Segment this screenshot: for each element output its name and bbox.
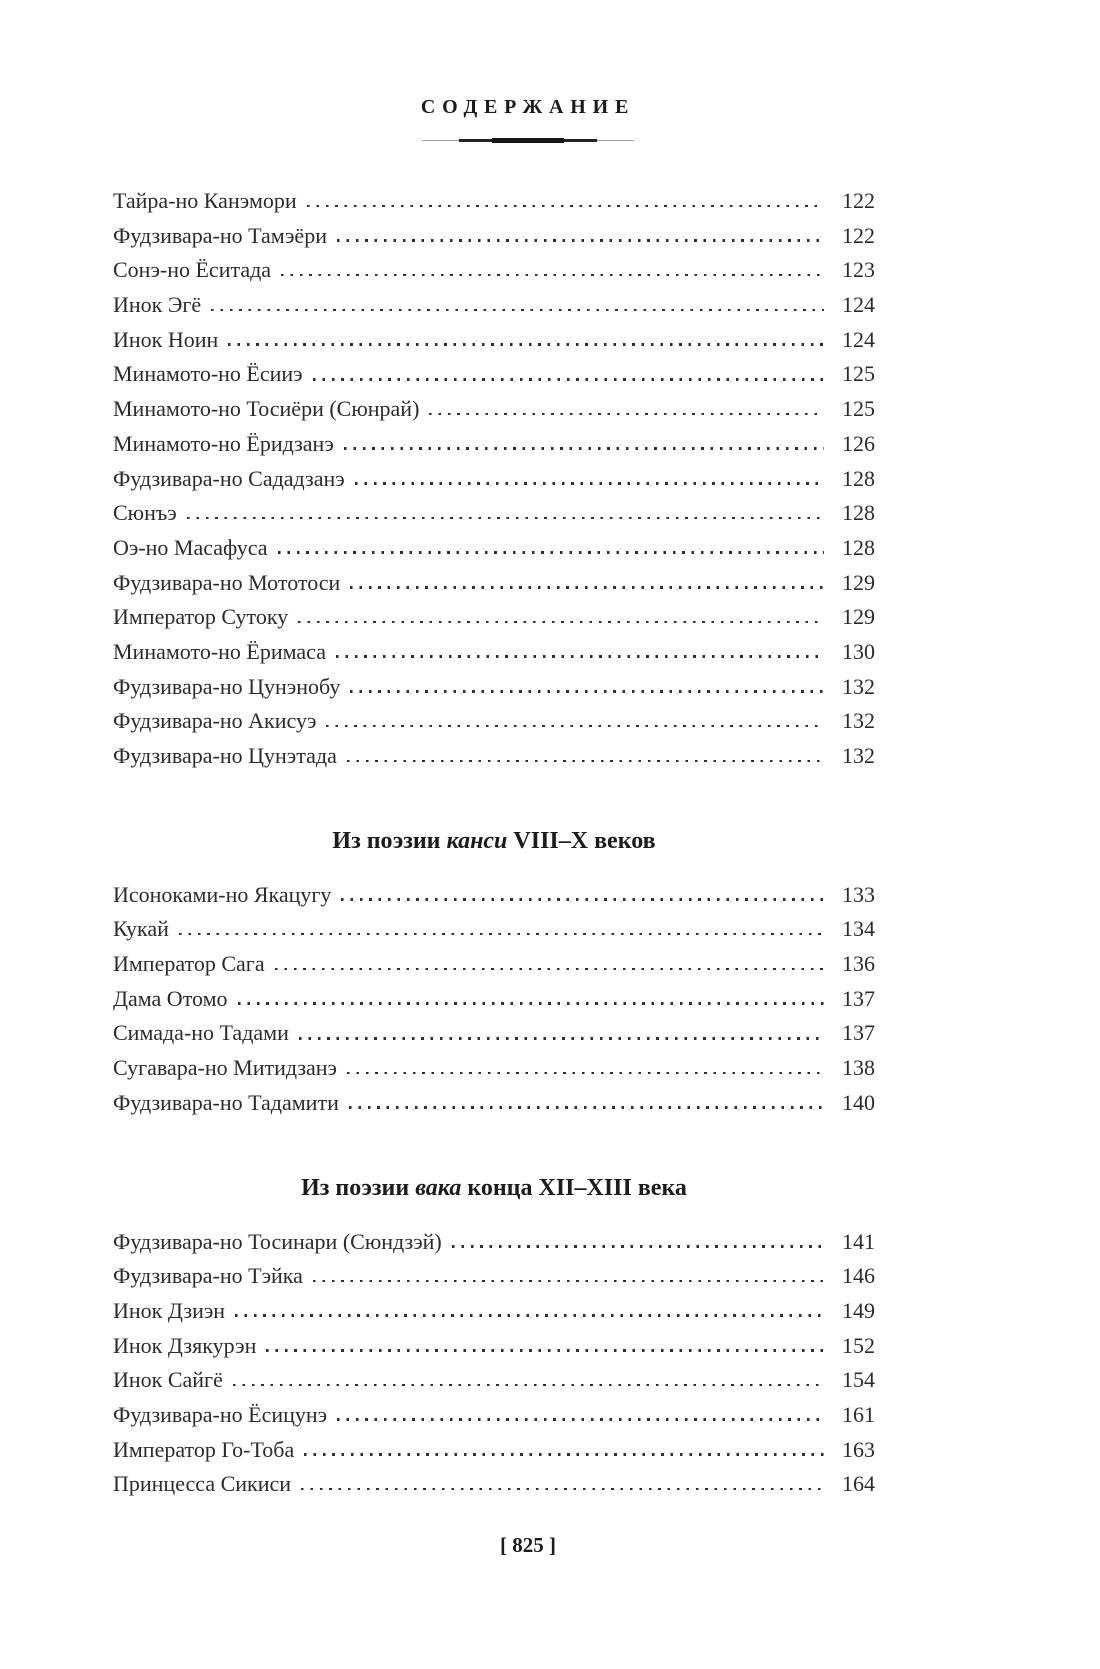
toc-entry-page-number: 141 [842,1228,875,1254]
toc-entry [113,253,875,288]
dot-leader [347,1051,824,1086]
toc-entry-name: Фудзивара-но Тамэёри [113,222,327,248]
toc-list [113,184,875,774]
toc-entry [113,288,875,323]
toc-entry-page-number: 163 [842,1436,875,1462]
rule-segment-mid-right [564,139,597,142]
toc-entry-page-number: 138 [842,1055,875,1081]
toc-entry [113,566,875,601]
toc-entry [113,1467,875,1502]
dot-leader [429,392,824,427]
toc-entry [113,1259,875,1294]
toc-entry-name: Император Сутоку [113,604,289,630]
section-heading [113,826,875,856]
toc-entry-name: Минамото-но Тосиёри (Сюнрай) [113,396,420,422]
toc-entry [113,1225,875,1260]
dot-leader [187,496,824,531]
toc-entry-page-number: 128 [842,500,875,526]
toc-entry-page-number: 136 [842,951,875,977]
toc-entry-page-number: 152 [842,1332,875,1358]
heading-text-part: конца XII–XIII века [461,1174,687,1201]
dot-leader [341,878,824,913]
dot-leader [349,1086,824,1121]
toc-entry-name: Фудзивара-но Мототоси [113,569,341,595]
dot-leader [228,323,824,358]
toc-entry-name: Инок Дзякурэн [113,1332,257,1358]
toc-list [113,878,875,1121]
dot-leader [350,670,824,705]
toc-entry-name: Фудзивара-но Акисуэ [113,708,317,734]
toc-entry-page-number: 137 [842,1020,875,1046]
toc-entry-page-number: 133 [842,881,875,907]
rule-segment-thin-right [597,140,634,141]
toc-entry-page-number: 128 [842,534,875,560]
toc-entry [113,982,875,1017]
toc-entry-name: Минамото-но Ёримаса [113,638,326,664]
toc-entry-page-number: 124 [842,326,875,352]
toc-entry [113,531,875,566]
toc-entry-name: Фудзивара-но Тосинари (Сюндзэй) [113,1228,442,1254]
toc-entry [113,357,875,392]
dot-leader [238,982,824,1017]
section-heading [113,1173,875,1203]
page-header [0,94,1078,143]
toc-entry-name: Сюнъэ [113,500,177,526]
toc-entry-name: Кукай [113,916,169,942]
toc-entry-name: Фудзивара-но Цунэтада [113,743,337,768]
toc-entry-name: Фудзивара-но Тэйка [113,1263,303,1289]
rule-segment-center [492,138,564,143]
dot-leader [266,1329,824,1364]
dot-leader [313,357,824,392]
toc-entry [113,600,875,635]
toc-entry-page-number: 146 [842,1263,875,1289]
toc-entry [113,496,875,531]
toc-entry-page-number: 137 [842,985,875,1011]
toc-entry-page-number: 128 [842,465,875,491]
heading-text-part: Из поэзии [332,827,447,854]
dot-leader [211,288,824,323]
toc-entry-name: Фудзивара-но Ёсицунэ [113,1401,328,1427]
toc-entry [113,1398,875,1433]
heading-text-part: Из поэзии [301,1174,416,1201]
rule-segment-mid-left [459,139,492,142]
dot-leader [355,462,824,497]
toc-entry-page-number: 126 [842,430,875,456]
toc-entry [113,323,875,358]
toc-entry [113,704,875,739]
dot-leader [336,635,824,670]
toc-entry-name: Инок Ноин [113,326,219,352]
toc-entry-page-number: 140 [842,1089,875,1115]
toc-entry [113,1329,875,1364]
dot-leader [307,184,824,219]
heading-text-part: VIII–X веков [507,827,656,854]
toc-entry [113,1363,875,1398]
dot-leader [233,1363,824,1398]
dot-leader [235,1294,824,1329]
toc-entry-page-number: 132 [842,743,875,768]
toc-entry-name: Тайра-но Канэмори [113,188,297,213]
toc-entry [113,1294,875,1329]
dot-leader [299,1016,824,1051]
toc-entry-name: Минамото-но Ёсииэ [113,361,303,387]
heading-italic-part: вака [415,1174,462,1201]
heading-italic-part: канси [446,827,508,854]
toc-entry [113,427,875,462]
toc-entry-name: Симада-но Тадами [113,1020,289,1046]
page-title: СОДЕРЖАНИЕ [420,96,636,118]
dot-leader [326,704,824,739]
dot-leader [350,566,824,601]
toc-entry [113,219,875,254]
toc-entry-name: Фудзивара-но Тадамити [113,1089,339,1115]
toc-entry-page-number: 124 [842,292,875,318]
dot-leader [278,531,824,566]
dot-leader [304,1433,824,1468]
toc-entry [113,878,875,913]
toc-entry-name: Оэ-но Масафуса [113,534,268,560]
rule-segment-thin-left [422,140,459,141]
toc-entry [113,184,875,219]
toc-entry-page-number: 129 [842,604,875,630]
toc-entry-page-number: 123 [842,257,875,283]
toc-entry-name: Дама Отомо [113,985,228,1011]
toc-entry-name: Фудзивара-но Сададзанэ [113,465,345,491]
toc-entry-page-number: 125 [842,361,875,387]
toc-entry [113,392,875,427]
dot-leader [452,1225,824,1260]
toc-entry-page-number: 164 [842,1471,875,1497]
toc-entry-page-number: 154 [842,1367,875,1393]
dot-leader [298,600,824,635]
toc-entry-name: Сугавара-но Митидзанэ [113,1055,337,1081]
toc-entry-page-number: 122 [842,188,875,213]
toc-entry-page-number: 130 [842,638,875,664]
title-ornament-rule [422,137,634,143]
toc-entry [113,739,875,774]
dot-leader [281,253,824,288]
toc-entry [113,947,875,982]
dot-leader [347,739,824,774]
toc-entry-page-number: 132 [842,673,875,699]
toc-entry-page-number: 149 [842,1297,875,1323]
dot-leader [337,1398,824,1433]
toc-entry [113,1433,875,1468]
dot-leader [301,1467,824,1502]
dot-leader [337,219,824,254]
toc-entry [113,462,875,497]
toc-entry-name: Император Го-Тоба [113,1436,295,1462]
toc [113,184,875,1502]
toc-entry [113,670,875,705]
toc-entry-page-number: 161 [842,1401,875,1427]
toc-entry-name: Инок Дзиэн [113,1297,226,1323]
toc-entry-name: Фудзивара-но Цунэнобу [113,673,341,699]
toc-entry-name: Инок Эгё [113,292,202,318]
toc-entry-name: Император Сага [113,951,265,977]
dot-leader [179,912,824,947]
toc-entry-page-number: 134 [842,916,875,942]
dot-leader [313,1259,824,1294]
dot-leader [344,427,824,462]
toc-entry-page-number: 132 [842,708,875,734]
toc-entry-name: Принцесса Сикиси [113,1471,292,1497]
toc-entry-name: Инок Сайгё [113,1367,223,1393]
toc-entry [113,635,875,670]
toc-entry-name: Минамото-но Ёридзанэ [113,430,334,456]
toc-entry [113,1051,875,1086]
toc-entry-page-number: 122 [842,222,875,248]
toc-entry [113,1016,875,1051]
toc-entry-page-number: 129 [842,569,875,595]
toc-entry-name: Сонэ-но Ёситада [113,257,272,283]
toc-entry-page-number: 125 [842,396,875,422]
toc-entry [113,912,875,947]
toc-entry [113,1086,875,1121]
toc-entry-name: Исоноками-но Якацугу [113,881,332,907]
toc-list [113,1225,875,1503]
dot-leader [275,947,824,982]
folio-page-number: [ 825 ] [500,1533,556,1557]
